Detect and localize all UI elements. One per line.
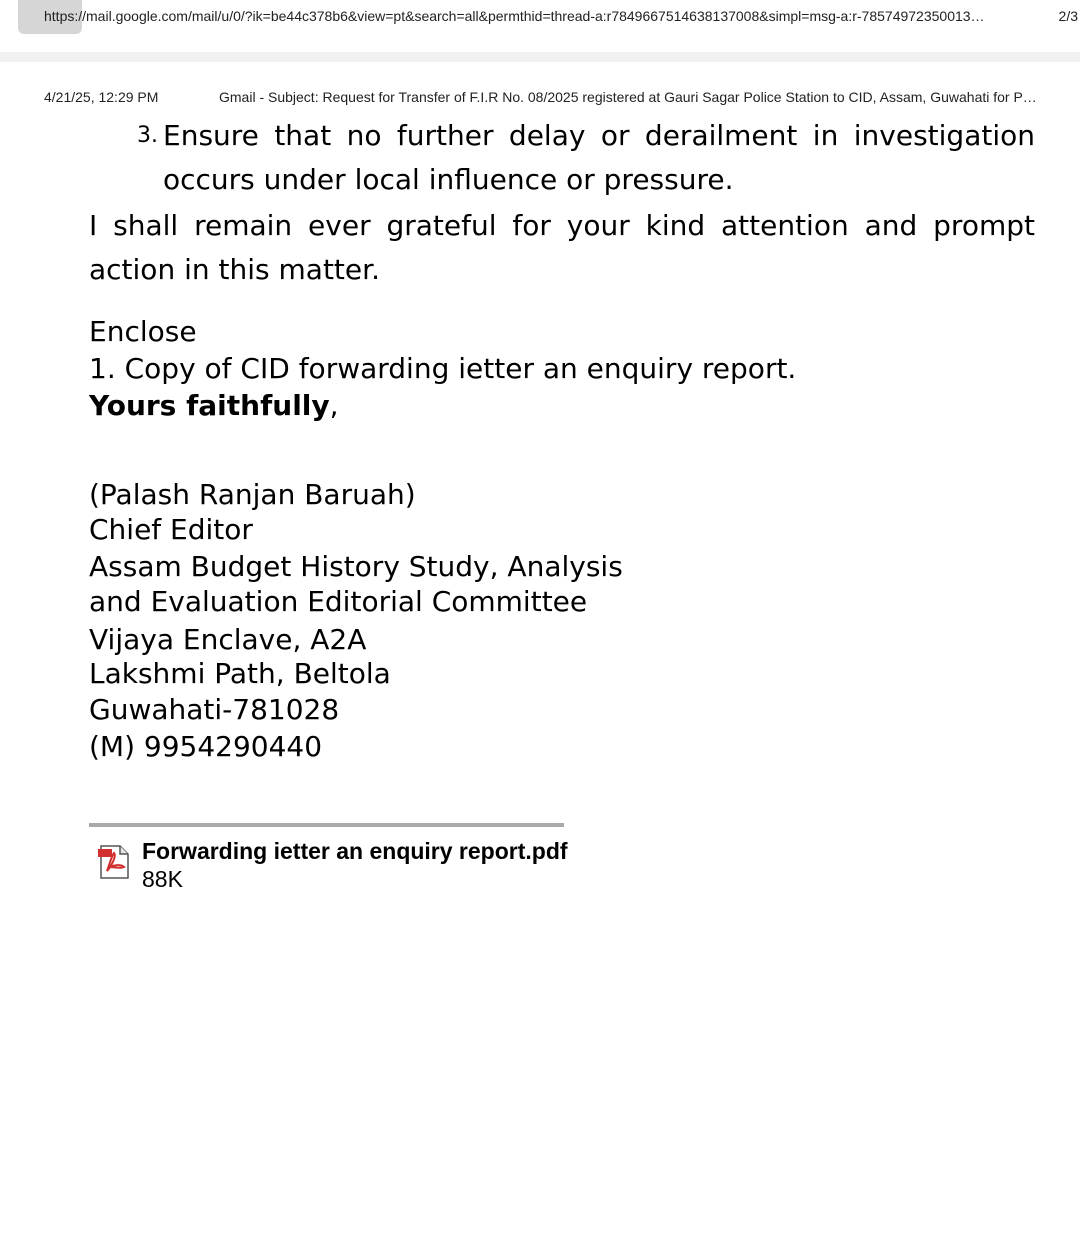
print-timestamp: 4/21/25, 12:29 PM — [44, 89, 159, 105]
print-title: Gmail - Subject: Request for Transfer of F.I.R No. 08/2025 registered at Gauri Sagar Police Station to CID, Assam, Guwahati for P… — [219, 89, 1037, 105]
signature-org-line-1: Assam Budget History Study, Analysis — [89, 550, 623, 583]
list-item-text: Ensure that no further delay or derailment in investigation occurs under local influence or pressure. — [163, 119, 1035, 196]
sign-off-text: Yours faithfully — [89, 389, 330, 422]
signature-address-1: Vijaya Enclave, A2A — [89, 623, 367, 656]
signature-designation: Chief Editor — [89, 513, 253, 546]
signature-org-line-2: and Evaluation Editorial Committee — [89, 585, 588, 618]
page-url: https://mail.google.com/mail/u/0/?ik=be44c378b6&view=pt&search=all&permthid=thread-a:r7849667514638137008&simpl=msg-a:r-78574972350013… — [44, 8, 985, 24]
list-item-number: 3. — [137, 123, 158, 148]
sign-off-comma: , — [329, 389, 339, 422]
attachment-divider — [89, 823, 564, 827]
closing-paragraph: I shall remain ever grateful for your kind attention and prompt action in this matter. — [89, 209, 1035, 286]
pdf-file-icon[interactable] — [97, 845, 131, 879]
signature-phone: (M) 9954290440 — [89, 730, 323, 763]
enclosure-item: 1. Copy of CID forwarding ietter an enquiry report. — [89, 352, 797, 385]
page-indicator: 2/3 — [1058, 8, 1078, 24]
signature-address-3: Guwahati-781028 — [89, 693, 340, 726]
sign-off — [89, 388, 339, 424]
attachment-filename[interactable]: Forwarding ietter an enquiry report.pdf — [142, 838, 568, 864]
attachment-size: 88K — [142, 866, 183, 892]
signature-address-2: Lakshmi Path, Beltola — [89, 657, 391, 690]
signature-name: (Palash Ranjan Baruah) — [89, 478, 416, 511]
page-separator — [0, 52, 1080, 62]
enclosure-heading: Enclose — [89, 315, 197, 348]
